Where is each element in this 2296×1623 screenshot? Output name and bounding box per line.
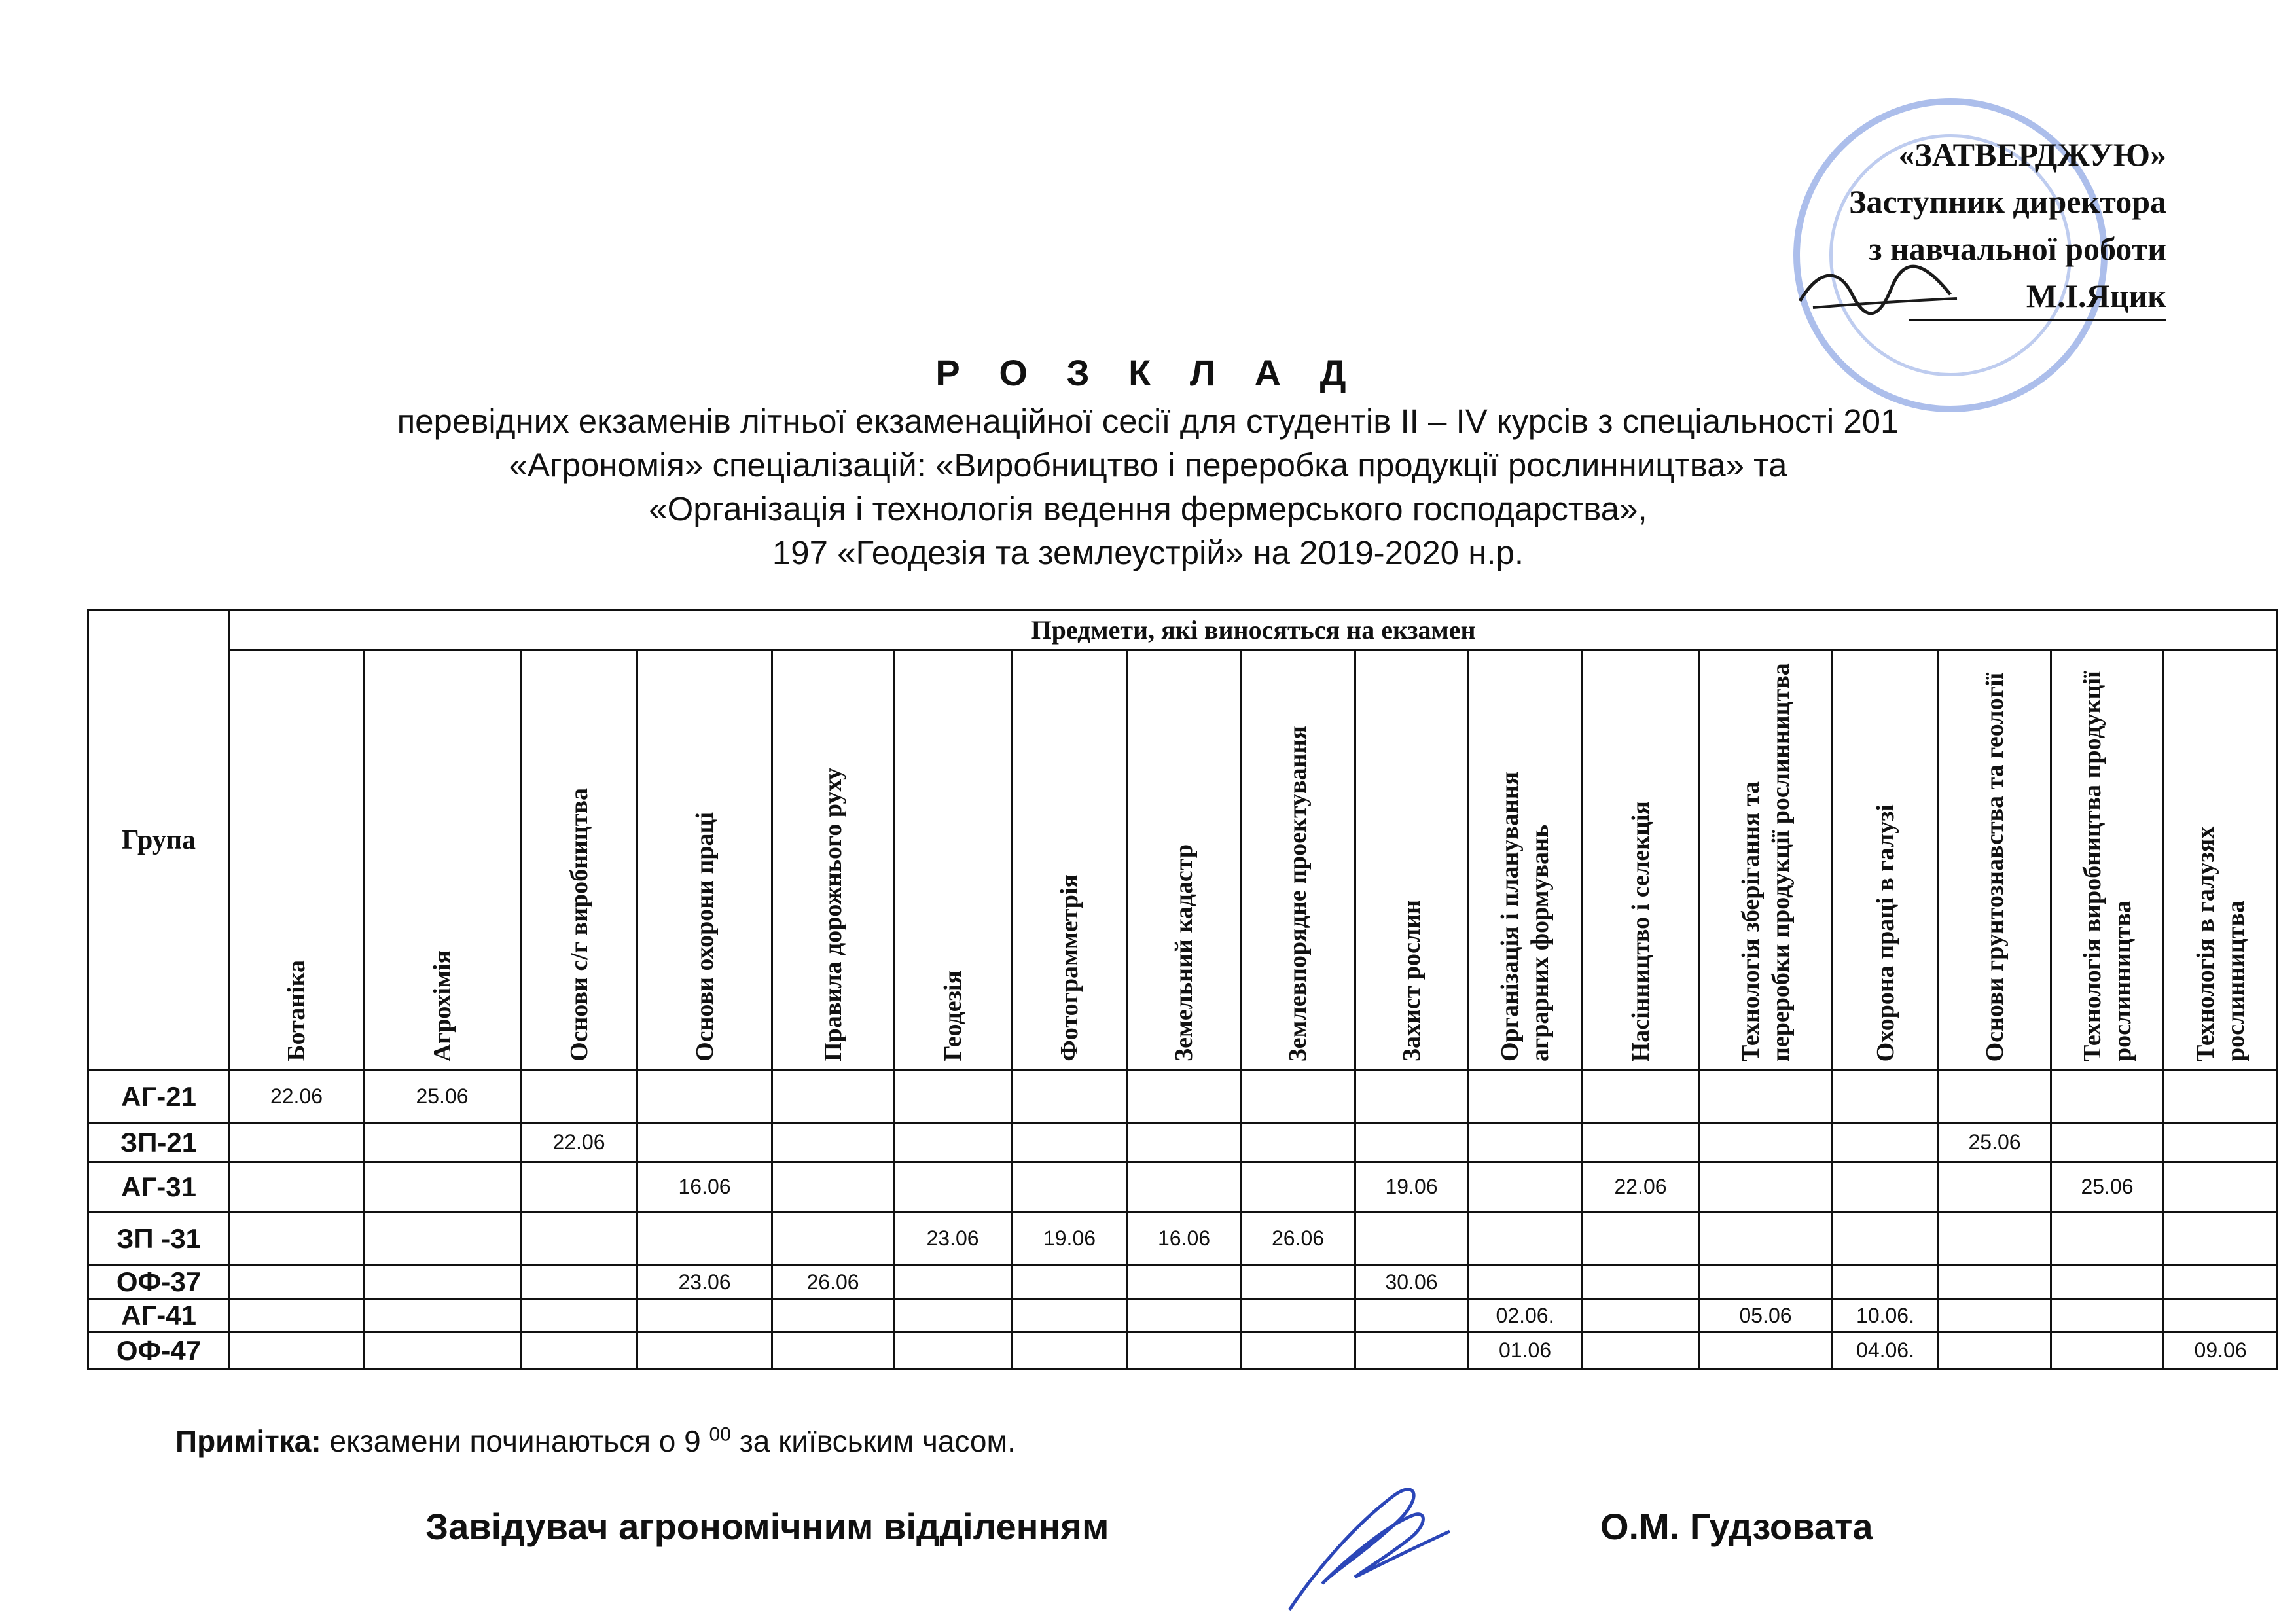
group-column-header: Група <box>88 610 230 1071</box>
subtitle-line-4: 197 «Геодезія та землеустрій» на 2019-2020 н.р. <box>772 534 1524 571</box>
exam-date-cell <box>230 1212 364 1266</box>
subject-header-label: Основи грунтознавства та геології <box>1981 672 2009 1061</box>
exam-date-cell <box>894 1123 1012 1162</box>
exam-date-cell <box>1939 1162 2051 1212</box>
exam-date-cell: 09.06 <box>2164 1332 2278 1369</box>
exam-date-cell <box>1583 1299 1699 1332</box>
exam-date-cell <box>521 1299 637 1332</box>
exam-date-cell <box>1583 1332 1699 1369</box>
exam-date-cell <box>1241 1299 1355 1332</box>
table-row <box>88 1266 2278 1299</box>
exam-date-cell <box>1128 1123 1241 1162</box>
subject-header-label: Правила дорожнього руху <box>819 768 847 1061</box>
exam-date-cell <box>1241 1071 1355 1123</box>
exam-date-cell: 16.06 <box>1128 1212 1241 1266</box>
exam-date-cell: 02.06. <box>1468 1299 1583 1332</box>
exam-date-cell <box>2164 1123 2278 1162</box>
subtitle-line-2: «Агрономія» спеціалізацій: «Виробництво і переробка продукції рослинництва» та <box>509 446 1787 484</box>
exam-date-cell <box>1128 1071 1241 1123</box>
exam-date-cell <box>2164 1071 2278 1123</box>
exam-date-cell <box>521 1332 637 1369</box>
table-row <box>88 1071 2278 1123</box>
subject-header-label: Технологія виробництва продукції рослинництва <box>2078 671 2136 1061</box>
subject-header <box>230 650 364 1071</box>
note-text-after: за київським часом. <box>739 1424 1016 1458</box>
exam-date-cell <box>2164 1266 2278 1299</box>
exam-date-cell <box>1012 1162 1128 1212</box>
table-row <box>88 1162 2278 1212</box>
exam-date-cell <box>364 1332 521 1369</box>
exam-date-cell <box>1241 1123 1355 1162</box>
subject-header-label: Насінництво і селекція <box>1626 800 1655 1061</box>
exam-date-cell: 10.06. <box>1833 1299 1939 1332</box>
exam-date-cell <box>772 1123 894 1162</box>
exam-date-cell <box>1128 1332 1241 1369</box>
exam-date-cell: 23.06 <box>637 1266 772 1299</box>
note-text-before: екзамени починаються о 9 <box>329 1424 701 1458</box>
exam-date-cell <box>772 1299 894 1332</box>
approval-heading: «ЗАТВЕРДЖУЮ» <box>1898 136 2166 173</box>
subject-header <box>772 650 894 1071</box>
table-row <box>88 1123 2278 1162</box>
exam-date-cell <box>2164 1299 2278 1332</box>
note <box>175 1423 1016 1459</box>
exam-date-cell <box>2051 1299 2164 1332</box>
subject-header <box>1128 650 1241 1071</box>
group-cell: АГ-41 <box>88 1299 230 1332</box>
subject-header <box>2164 650 2278 1071</box>
exam-date-cell <box>230 1299 364 1332</box>
exam-date-cell <box>637 1071 772 1123</box>
subject-header <box>1699 650 1833 1071</box>
exam-date-cell <box>364 1123 521 1162</box>
exam-date-cell <box>1833 1071 1939 1123</box>
exam-date-cell <box>1583 1123 1699 1162</box>
subjects-header: Предмети, які виносяться на екзамен <box>230 610 2278 650</box>
exam-date-cell <box>1468 1071 1583 1123</box>
subject-header-label: Охорона праці в галузі <box>1871 804 1899 1061</box>
exam-date-cell <box>894 1266 1012 1299</box>
exam-date-cell <box>1583 1071 1699 1123</box>
exam-date-cell <box>1699 1071 1833 1123</box>
approval-block <box>1741 131 2166 321</box>
approval-position-line2: з навчальної роботи <box>1869 230 2166 267</box>
exam-date-cell <box>637 1332 772 1369</box>
exam-date-cell <box>230 1332 364 1369</box>
exam-date-cell <box>1583 1212 1699 1266</box>
note-label: Примітка: <box>175 1424 321 1458</box>
exam-date-cell <box>894 1071 1012 1123</box>
exam-date-cell <box>364 1299 521 1332</box>
exam-date-cell: 22.06 <box>230 1071 364 1123</box>
head-signature <box>1263 1479 1460 1616</box>
exam-date-cell <box>230 1123 364 1162</box>
exam-date-cell <box>637 1299 772 1332</box>
exam-date-cell: 30.06 <box>1355 1266 1468 1299</box>
group-cell: ЗП-21 <box>88 1123 230 1162</box>
exam-date-cell <box>1833 1212 1939 1266</box>
exam-date-cell <box>772 1332 894 1369</box>
exam-date-cell <box>1939 1332 2051 1369</box>
exam-date-cell <box>894 1299 1012 1332</box>
footer-name: О.М. Гудзовата <box>1600 1506 1873 1547</box>
exam-date-cell <box>521 1162 637 1212</box>
approval-name: М.І.Яцик <box>1909 272 2166 321</box>
exam-date-cell <box>1241 1266 1355 1299</box>
exam-date-cell <box>521 1266 637 1299</box>
exam-date-cell: 19.06 <box>1012 1212 1128 1266</box>
exam-date-cell: 01.06 <box>1468 1332 1583 1369</box>
subject-header-label: Землевпорядне проектування <box>1284 725 1312 1061</box>
exam-date-cell <box>1012 1332 1128 1369</box>
subject-header-label: Організація і планування аграрних формувань <box>1496 771 1554 1061</box>
subject-header-label: Основи с/г виробництва <box>565 788 593 1061</box>
subject-header <box>364 650 521 1071</box>
subject-header <box>2051 650 2164 1071</box>
subject-header-label: Земельний кадастр <box>1170 844 1198 1061</box>
exam-date-cell <box>772 1212 894 1266</box>
exam-date-cell <box>230 1266 364 1299</box>
subject-header <box>1355 650 1468 1071</box>
exam-date-cell <box>2051 1071 2164 1123</box>
exam-date-cell <box>894 1162 1012 1212</box>
subject-header-label: Фотограмметрія <box>1056 874 1083 1061</box>
exam-date-cell <box>2051 1123 2164 1162</box>
exam-date-cell <box>1355 1299 1468 1332</box>
exam-date-cell <box>637 1123 772 1162</box>
subject-header <box>1468 650 1583 1071</box>
subtitle-line-3: «Організація і технологія ведення фермерського господарства», <box>649 490 1647 527</box>
exam-date-cell <box>1468 1212 1583 1266</box>
exam-date-cell <box>1939 1212 2051 1266</box>
exam-schedule-table <box>87 609 2278 1370</box>
table-row <box>88 1299 2278 1332</box>
exam-date-cell <box>1939 1071 2051 1123</box>
exam-date-cell <box>1012 1266 1128 1299</box>
exam-date-cell: 23.06 <box>894 1212 1012 1266</box>
subject-header <box>894 650 1012 1071</box>
title-block <box>0 347 2296 575</box>
exam-date-cell <box>1128 1266 1241 1299</box>
group-cell: АГ-31 <box>88 1162 230 1212</box>
exam-date-cell <box>1355 1071 1468 1123</box>
exam-date-cell <box>2051 1212 2164 1266</box>
group-cell: ОФ-47 <box>88 1332 230 1369</box>
exam-date-cell <box>772 1071 894 1123</box>
subject-header <box>1012 650 1128 1071</box>
exam-date-cell: 19.06 <box>1355 1162 1468 1212</box>
note-superscript: 00 <box>709 1423 731 1446</box>
group-cell: ОФ-37 <box>88 1266 230 1299</box>
exam-date-cell <box>1699 1162 1833 1212</box>
exam-date-cell <box>1699 1266 1833 1299</box>
group-cell: АГ-21 <box>88 1071 230 1123</box>
exam-date-cell <box>637 1212 772 1266</box>
table-row <box>88 1212 2278 1266</box>
exam-date-cell <box>1699 1332 1833 1369</box>
exam-date-cell <box>364 1162 521 1212</box>
exam-date-cell <box>2164 1212 2278 1266</box>
subject-header <box>637 650 772 1071</box>
exam-date-cell <box>1833 1266 1939 1299</box>
exam-date-cell <box>1012 1299 1128 1332</box>
exam-date-cell <box>1012 1123 1128 1162</box>
subject-header <box>1583 650 1699 1071</box>
exam-date-cell <box>1468 1266 1583 1299</box>
exam-date-cell <box>1699 1212 1833 1266</box>
exam-date-cell <box>894 1332 1012 1369</box>
exam-date-cell <box>364 1266 521 1299</box>
exam-date-cell: 26.06 <box>772 1266 894 1299</box>
document-title: Р О З К Л А Д <box>935 352 1361 393</box>
subject-header-row <box>88 650 2278 1071</box>
schedule-body <box>88 1071 2278 1369</box>
exam-date-cell <box>1128 1162 1241 1212</box>
subject-header-label: Захист рослин <box>1397 899 1426 1061</box>
exam-date-cell <box>1468 1123 1583 1162</box>
subject-header-label: Ботаніка <box>283 960 310 1061</box>
subject-header <box>1939 650 2051 1071</box>
exam-date-cell: 22.06 <box>1583 1162 1699 1212</box>
subject-header <box>1833 650 1939 1071</box>
subtitle-line-1: перевідних екзаменів літньої екзаменаційної сесії для студентів ІІ – ІV курсів з спеціальності 201 <box>397 402 1899 440</box>
footer-position: Завідувач агрономічним відділенням <box>425 1506 1109 1547</box>
exam-date-cell <box>230 1162 364 1212</box>
exam-date-cell: 25.06 <box>364 1071 521 1123</box>
exam-date-cell <box>1939 1299 2051 1332</box>
approval-position-line1: Заступник директора <box>1849 183 2166 220</box>
exam-date-cell <box>1012 1071 1128 1123</box>
subject-header <box>521 650 637 1071</box>
exam-date-cell <box>772 1162 894 1212</box>
exam-date-cell <box>2164 1162 2278 1212</box>
exam-date-cell: 05.06 <box>1699 1299 1833 1332</box>
subject-header-label: Основи охорони праці <box>691 812 719 1061</box>
exam-date-cell <box>1241 1332 1355 1369</box>
exam-date-cell <box>1241 1162 1355 1212</box>
exam-date-cell <box>364 1212 521 1266</box>
exam-date-cell <box>521 1071 637 1123</box>
exam-date-cell <box>2051 1266 2164 1299</box>
subject-header-label: Геодезія <box>939 971 967 1061</box>
exam-date-cell: 22.06 <box>521 1123 637 1162</box>
exam-date-cell: 25.06 <box>1939 1123 2051 1162</box>
subject-header-label: Технологія в галузях рослинництва <box>2191 826 2250 1061</box>
exam-date-cell <box>1355 1123 1468 1162</box>
exam-date-cell: 04.06. <box>1833 1332 1939 1369</box>
exam-date-cell: 16.06 <box>637 1162 772 1212</box>
exam-date-cell: 26.06 <box>1241 1212 1355 1266</box>
subject-header-label: Агрохімія <box>428 950 456 1061</box>
exam-date-cell <box>1355 1332 1468 1369</box>
exam-date-cell <box>1128 1299 1241 1332</box>
exam-date-cell <box>1833 1123 1939 1162</box>
exam-date-cell <box>1833 1162 1939 1212</box>
exam-date-cell <box>2051 1332 2164 1369</box>
exam-date-cell: 25.06 <box>2051 1162 2164 1212</box>
table-row <box>88 1332 2278 1369</box>
subject-header-label: Технологія зберігання та переробки продукції рослинництва <box>1736 663 1795 1061</box>
group-cell: ЗП -31 <box>88 1212 230 1266</box>
exam-date-cell <box>521 1212 637 1266</box>
exam-date-cell <box>1699 1123 1833 1162</box>
exam-date-cell <box>1468 1162 1583 1212</box>
subject-header <box>1241 650 1355 1071</box>
exam-date-cell <box>1939 1266 2051 1299</box>
exam-date-cell <box>1355 1212 1468 1266</box>
exam-date-cell <box>1583 1266 1699 1299</box>
